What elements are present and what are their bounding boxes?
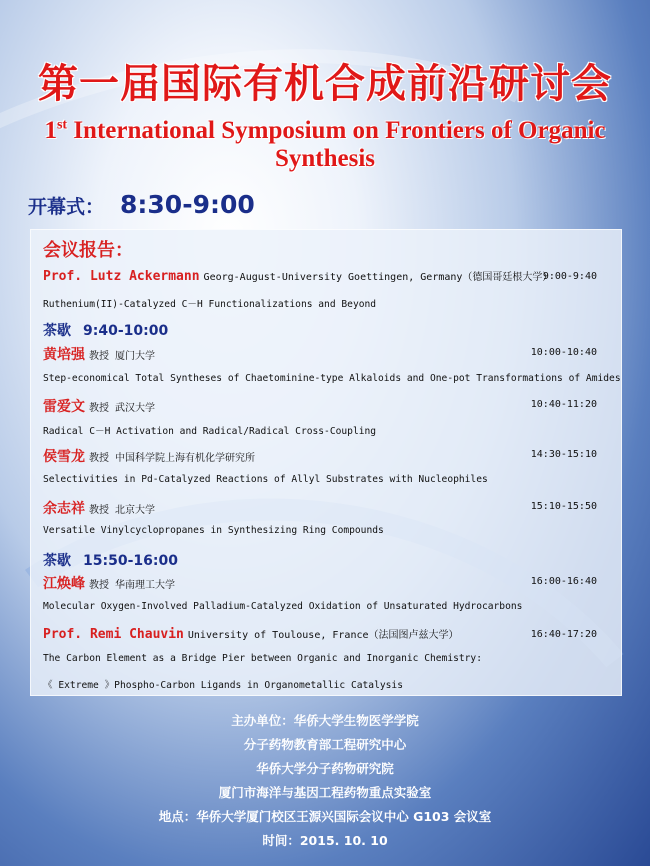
- talk-row: [43, 573, 611, 593]
- break-label: 茶歇: [43, 553, 71, 569]
- talk-topic: Step-economical Total Syntheses of Chaetominine-type Alkaloids and One-pot Transformations of Amides: [43, 373, 621, 384]
- speaker-affiliation: 教授 中国科学院上海有机化学研究所: [89, 453, 256, 464]
- speaker-name: 侯雪龙: [43, 449, 85, 465]
- speaker-affiliation: 教授 武汉大学: [89, 403, 156, 414]
- talk-topic: Radical C－H Activation and Radical/Radical Cross-Coupling: [43, 426, 377, 437]
- talk-time: 10:00-10:40: [530, 347, 597, 358]
- talk-row: [43, 396, 611, 416]
- talk-topic: Ruthenium(II)-Catalyzed C－H Functionalizations and Beyond: [43, 299, 377, 310]
- title-chinese: 第一届国际有机合成前沿研讨会: [38, 60, 612, 107]
- talk-topic: The Carbon Element as a Bridge Pier between Organic and Inorganic Chemistry:: [43, 653, 482, 664]
- tea-break: [43, 320, 168, 340]
- talk-topic: Selectivities in Pd-Catalyzed Reactions of Allyl Substrates with Nucleophiles: [43, 474, 488, 485]
- break-time: 15:50-16:00: [83, 553, 178, 569]
- footer-organizer-4: 厦门市海洋与基因工程药物重点实验室: [218, 785, 432, 800]
- speaker-name: 雷爱文: [43, 399, 85, 415]
- speaker-affiliation: 教授 北京大学: [89, 505, 156, 516]
- speaker-name: Prof. Remi Chauvin: [43, 627, 184, 642]
- title-english-number: 1: [44, 117, 57, 144]
- speaker-name: 黄培强: [43, 347, 85, 363]
- talk-topic: Versatile Vinylcyclopropanes in Synthesizing Ring Compounds: [43, 525, 384, 536]
- talk-time: 15:10-15:50: [530, 501, 597, 512]
- talk-row: [43, 626, 611, 642]
- talk-topic: Molecular Oxygen-Involved Palladium-Catalyzed Oxidation of Unsaturated Hydrocarbons: [43, 601, 523, 612]
- speaker-name: 余志祥: [43, 501, 85, 517]
- speaker-name: 江焕峰: [43, 576, 85, 592]
- break-label: 茶歇: [43, 323, 71, 339]
- footer-organizer-2: 分子药物教育部工程研究中心: [243, 737, 407, 752]
- footer-venue: 地点：华侨大学厦门校区王源兴国际会议中心 G103 会议室: [158, 809, 492, 824]
- talk-row: [43, 446, 611, 466]
- speaker-affiliation: Georg-August-University Goettingen, Germany（德国哥廷根大学）: [203, 272, 553, 283]
- speaker-name: Prof. Lutz Ackermann: [43, 269, 200, 284]
- talk-time: 14:30-15:10: [530, 449, 597, 460]
- title-english: [0, 117, 650, 173]
- tea-break: [43, 550, 178, 570]
- program-heading: 会议报告：: [43, 240, 133, 261]
- speaker-affiliation: University of Toulouse, France（法国图卢兹大学）: [187, 630, 459, 641]
- talk-row: [43, 498, 611, 518]
- title-english-ordinal: st: [56, 117, 68, 133]
- break-time: 9:40-10:00: [83, 323, 169, 339]
- speaker-affiliation: 教授 华南理工大学: [89, 580, 176, 591]
- talk-topic-continued: 《 Extreme 》Phospho-Carbon Ligands in Organometallic Catalysis: [43, 680, 403, 691]
- opening-label: 开幕式：: [28, 196, 105, 218]
- speaker-affiliation: 教授 厦门大学: [89, 351, 156, 362]
- footer-organizer: 主办单位：华侨大学生物医学学院: [231, 713, 419, 728]
- talk-row: [43, 344, 611, 364]
- opening-ceremony: [28, 190, 255, 219]
- talk-time: 16:40-17:20: [530, 629, 597, 640]
- footer-organizer-3: 华侨大学分子药物研究院: [256, 761, 394, 776]
- opening-time: 8:30-9:00: [120, 190, 255, 219]
- title-english-text: International Symposium on Frontiers of Organic Synthesis: [67, 117, 606, 172]
- talk-time: 16:00-16:40: [530, 576, 597, 587]
- talk-time: 9:00-9:40: [542, 271, 597, 282]
- talk-time: 10:40-11:20: [530, 399, 597, 410]
- footer-date: 时间：2015. 10. 10: [262, 833, 388, 848]
- talk-row: [43, 268, 611, 284]
- program-panel: [30, 229, 622, 696]
